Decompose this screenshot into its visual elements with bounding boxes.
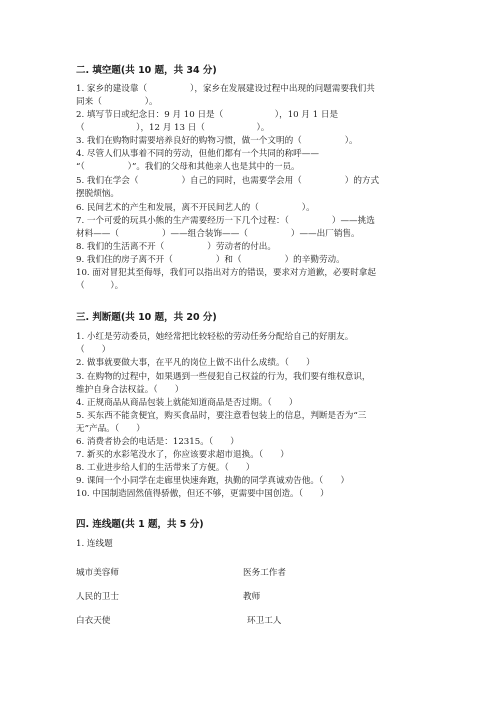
question-line: 6. 消费者协会的电话是：12315。（ ）: [76, 437, 239, 447]
question-line: 1. 小红是劳动委员，她经常把比较轻松的劳动任务分配给自己的好朋友。: [76, 332, 354, 342]
match-left-item: 白衣天使: [76, 616, 111, 626]
question-line: 5. 买东西不能贪便宜，购买食品时，要注意看包装上的信息，判断是否为“三: [76, 411, 367, 421]
question-line: 8. 我们的生活离不开（ ）劳动者的付出。: [76, 242, 276, 252]
match-right-item: 医务工作者: [243, 568, 286, 578]
question-line: 3. 我们在购物时需要培养良好的购物习惯，做一个文明的（ ）。: [76, 136, 358, 146]
question-line: 维护自身合法权益。（ ）: [76, 385, 184, 395]
question-line: 7. 一个可爱的玩具小熊的生产需要经历一下几个过程：（ ）——挑选: [76, 216, 375, 226]
question-line: 10. 面对冒犯其至侮辱，我们可以指出对方的错误，要求对方道歉，必要时拿起: [76, 268, 376, 278]
question-line: 9. 我们住的房子离不开（ ）和（ ）的辛勤劳动。: [76, 255, 345, 265]
question-line: （ ）: [76, 345, 111, 355]
question-line: 同来（ ）。: [76, 97, 158, 107]
match-left-item: 城市美容师: [76, 568, 119, 578]
match-right-item: 环卫工人: [247, 616, 282, 626]
question-line: 7. 新买的水彩笔没水了，你应该要求超市退换。（ ）: [76, 450, 289, 460]
question-line: 2. 做事就要做大事，在平凡的岗位上做不出什么成绩。（ ）: [76, 358, 315, 368]
question-line: 8. 工业进步给人们的生活带来了方便。（ ）: [76, 463, 255, 473]
question-line: 材料——（ ）——组合装饰——（ ）——出厂销售。: [76, 229, 360, 239]
question-line: “（ ）”。我们的父母和其他亲人也是其中的一员。: [76, 162, 300, 172]
question-line: 4. 尽管人们从事着不同的劳动，但他们都有一个共同的称呼——: [76, 149, 319, 159]
question-line: （ ）。: [76, 281, 124, 291]
question-line: （ ），12 月 13 日（ ）。: [76, 123, 270, 133]
question-line: 6. 民间艺术的产生和发展，离不开民间艺人的（ ）。: [76, 203, 315, 213]
question-line: 无”产品。（ ）: [76, 424, 145, 434]
question-line: 10. 中国制造固然值得骄傲，但还不够，更需要中国创造。（ ）: [76, 489, 329, 499]
section-title-match: 四. 连线题(共 1 题，共 5 分): [76, 519, 204, 530]
question-line: 2. 填写节日或纪念日：9 月 10 日是（ ），10 月 1 日是: [76, 110, 339, 120]
question-line: 5. 我们在学会（ ）自己的同时，也需要学会用（ ）的方式: [76, 176, 380, 186]
question-line: 9. 课间一个小同学在走廊里快速奔跑，执勤的同学真诚劝告他。（ ）: [76, 476, 350, 486]
section-title-fill-blank: 二. 填空题(共 10 题，共 34 分): [76, 65, 217, 76]
question-line: 3. 在购物的过程中，如果遇到一些侵犯自己权益的行为，我们要有维权意识，: [76, 372, 371, 382]
question-line: 摆脱烦恼。: [76, 189, 119, 199]
match-right-item: 教师: [243, 592, 261, 602]
match-left-item: 人民的卫士: [76, 592, 119, 602]
section-title-judge: 三. 判断题(共 10 题，共 20 分): [76, 312, 217, 323]
match-question-label: 1. 连线题: [76, 539, 113, 549]
question-line: 1. 家乡的建设靠（ ），家乡在发展建设过程中出现的问题需要我们共: [76, 84, 375, 94]
question-line: 4. 正规商品从商品包装上就能知道商品是否过期。（ ）: [76, 398, 298, 408]
